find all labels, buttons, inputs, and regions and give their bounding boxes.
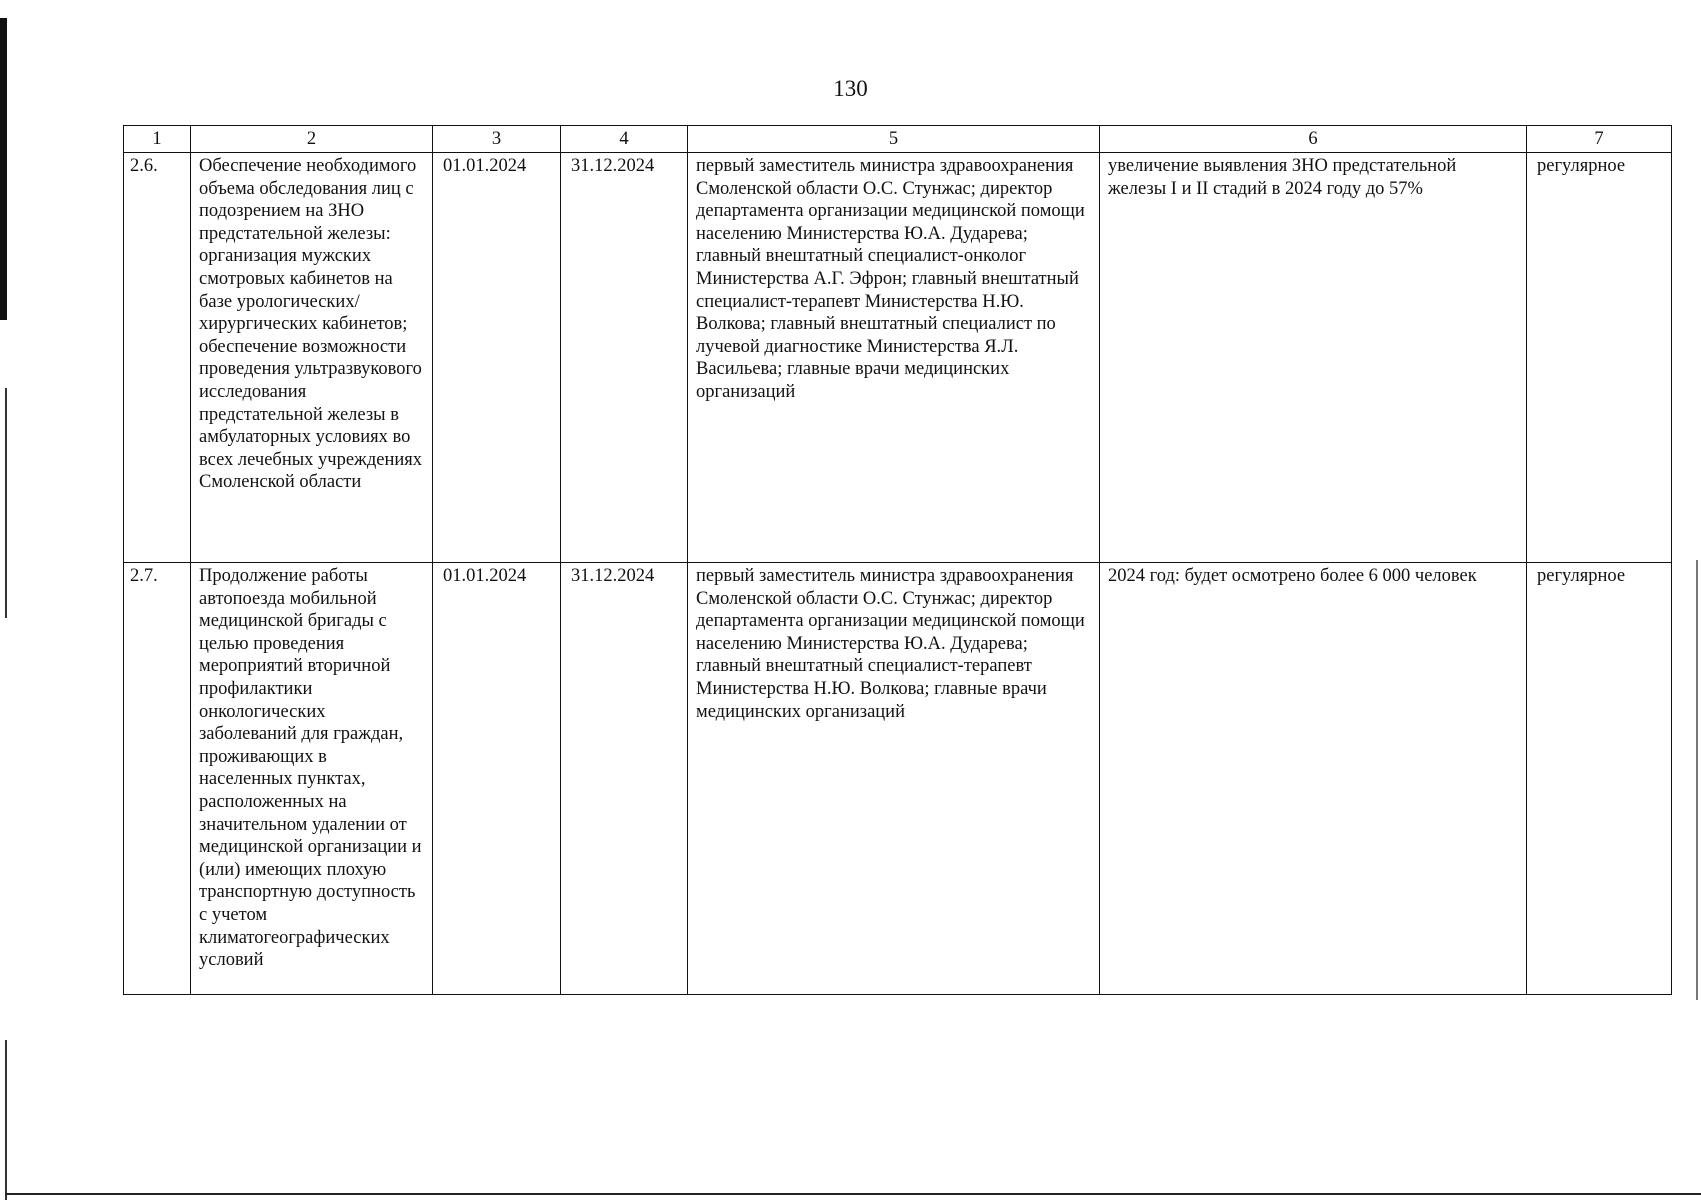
column-number-1: 1	[124, 126, 191, 153]
scan-edge-bottom	[5, 1193, 1701, 1195]
column-number-row	[124, 126, 1672, 153]
expected-result: 2024 год: будет осмотрено более 6 000 человек	[1100, 563, 1527, 995]
start-date: 01.01.2024	[433, 563, 561, 995]
table-row	[124, 563, 1672, 995]
column-number-4: 4	[561, 126, 688, 153]
row-number: 2.7.	[124, 563, 191, 995]
scan-edge-left-thin-lower	[5, 1040, 7, 1200]
measures-table	[123, 125, 1672, 995]
event-description	[191, 563, 433, 995]
page-number: 130	[833, 76, 868, 101]
row-number: 2.6.	[124, 153, 191, 563]
scan-edge-right	[1696, 560, 1698, 1000]
frequency: регулярное	[1527, 153, 1672, 563]
scan-edge-left-thin	[5, 388, 7, 618]
table-row	[124, 153, 1672, 563]
end-date: 31.12.2024	[561, 563, 688, 995]
frequency: регулярное	[1527, 563, 1672, 995]
event-text: Обеспечение необходимого объема обследования лиц с подозрением на ЗНО предстательной железы: организация мужских смотровых кабинетов на базе урологических/ хирургических кабинетов; обеспечение возможности проведения ультразвукового исследования предстательной железы в амбулаторных условиях во всех лечебных учреждениях Смоленской области	[199, 156, 423, 493]
scan-edge-left	[0, 18, 7, 320]
column-number-5: 5	[688, 126, 1100, 153]
responsible-persons: первый заместитель министра здравоохранения Смоленской области О.С. Стунжас; директор департамента организации медицинской помощи населению Министерства Ю.А. Дударева; главный внештатный специалист-онколог Министерства А.Г. Эфрон; главный внештатный специалист-терапевт Министерства Н.Ю. Волкова; главный внештатный специалист по лучевой диагностике Министерства Я.Л. Васильева; главные врачи медицинских организаций	[688, 153, 1100, 563]
expected-result: увеличение выявления ЗНО предстательной железы I и II стадий в 2024 году до 57%	[1100, 153, 1527, 563]
column-number-2: 2	[191, 126, 433, 153]
event-text: Продолжение работы автопоезда мобильной медицинской бригады с целью проведения мероприятий вторичной профилактики онкологических заболеваний для граждан, проживающих в населенных пунктах, расположенных на значительном удалении от медицинской организации и (или) имеющих плохую транспортную доступность с учетом климатогеографических условий	[199, 566, 422, 971]
column-number-6: 6	[1100, 126, 1527, 153]
responsible-persons: первый заместитель министра здравоохранения Смоленской области О.С. Стунжас; директор департамента организации медицинской помощи населению Министерства Ю.А. Дударева; главный внештатный специалист-терапевт Министерства Н.Ю. Волкова; главные врачи медицинских организаций	[688, 563, 1100, 995]
end-date: 31.12.2024	[561, 153, 688, 563]
column-number-3: 3	[433, 126, 561, 153]
start-date: 01.01.2024	[433, 153, 561, 563]
column-number-7: 7	[1527, 126, 1672, 153]
event-description	[191, 153, 433, 563]
